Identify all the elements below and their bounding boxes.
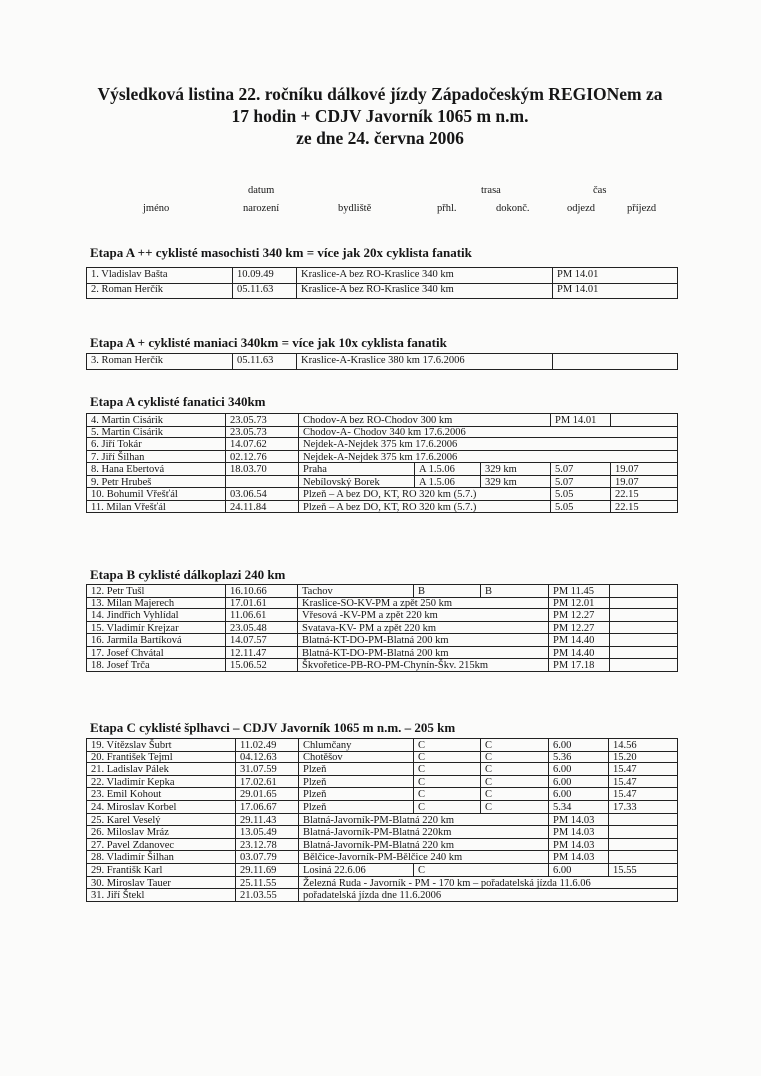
- table-row: [86, 839, 678, 852]
- cell-name: 4. Martin Cisárik: [91, 415, 164, 426]
- cell-prijezd: 14.56: [613, 740, 637, 751]
- cell-place: Chodov-A bez RO-Chodov 300 km: [303, 415, 453, 426]
- cell-odjezd: 5.34: [553, 802, 572, 813]
- cell-prihl: C: [418, 751, 426, 763]
- cell-prijezd: [610, 609, 676, 621]
- cell-dokonc: C: [485, 789, 493, 800]
- cell-place: Blatná-KT-DO-PM-Blatná 200 km: [302, 647, 449, 658]
- cell-date: 02.12.76: [230, 451, 267, 462]
- table-row: [86, 488, 678, 501]
- title-line-1: Výsledková listina 22. ročníku dálkové jízdy Západočeským REGIONem za: [97, 84, 663, 104]
- cell-date: 23.05.73: [230, 415, 267, 426]
- table-row: [86, 851, 678, 864]
- cell-date: 10.09.49: [237, 269, 274, 280]
- cell-date: 29.01.65: [240, 789, 277, 800]
- cell-odjezd: PM 14.01: [557, 269, 599, 280]
- cell-prijezd: [610, 597, 676, 609]
- cell-odjezd: 6.00: [553, 776, 572, 788]
- cell-prijezd: [609, 826, 676, 838]
- cell-name: 20. František Tejml: [91, 751, 173, 763]
- header-odjezd: odjezd: [567, 203, 595, 214]
- section-title: Etapa A cyklisté fanatici 340km: [90, 394, 266, 409]
- cell-prihl: C: [418, 789, 426, 800]
- cell-name: 15. Vladimír Krejzar: [91, 622, 179, 633]
- cell-prijezd: [610, 622, 676, 634]
- cell-date: 11.06.61: [230, 610, 267, 621]
- cell-dokonc: 329 km: [485, 476, 517, 487]
- header-datum: datum: [248, 185, 275, 196]
- table-row: [86, 451, 678, 464]
- cell-dokonc: C: [485, 740, 493, 751]
- cell-name: 29. Františk Karl: [91, 865, 163, 876]
- table-row: [86, 659, 678, 672]
- cell-name: 28. Vladimír Šilhan: [91, 852, 174, 863]
- cell-odjezd: PM 14.03: [553, 814, 595, 826]
- cell-place: Nejdek-A-Nejdek 375 km 17.6.2006: [303, 451, 458, 462]
- cell-date: 17.02.61: [240, 776, 277, 788]
- cell-date: [226, 476, 298, 488]
- cell-odjezd: 5.07: [555, 476, 574, 487]
- cell-place: Plzeň: [303, 789, 327, 800]
- cell-place: Chodov-A- Chodov 340 km 17.6.2006: [303, 426, 466, 437]
- cell-date: 23.05.73: [230, 426, 267, 437]
- header-jmeno: jméno: [143, 203, 170, 214]
- table-row: [86, 877, 678, 890]
- cell-place: Škvořetice-PB-RO-PM-Chynín-Škv. 215km: [302, 660, 488, 671]
- table-row: [86, 283, 678, 299]
- cell-prijezd: 15.47: [613, 789, 637, 800]
- table-row: [86, 413, 678, 427]
- header-cas: čas: [593, 185, 607, 196]
- cell-date: 04.12.63: [240, 751, 277, 763]
- table-row: [86, 463, 678, 476]
- cell-place: pořadatelská jízda dne 11.6.2006: [303, 890, 442, 901]
- cell-name: 16. Jarmila Bartíková: [91, 635, 182, 646]
- cell-name: 27. Pavel Zdanovec: [91, 839, 175, 851]
- title-line-2: 17 hodin + CDJV Javorník 1065 m n.m.: [231, 106, 529, 126]
- table-row: [86, 738, 678, 752]
- cell-place: Blatná-Javorník-PM-Blatná 220 km: [303, 839, 455, 851]
- cell-place: Blatná-Javorník-PM-Blatná 220km: [303, 827, 452, 838]
- cell-name: 6. Jiří Tokár: [91, 439, 142, 450]
- cell-prijezd: 15.47: [613, 776, 637, 788]
- cell-place: Svatava-KV- PM a zpět 220 km: [302, 622, 437, 633]
- cell-place: Kraslice-A bez RO-Kraslice 340 km: [301, 269, 454, 280]
- table-row: [86, 801, 678, 814]
- cell-date: 05.11.63: [237, 284, 274, 295]
- cell-prihl: C: [418, 776, 426, 788]
- table-row: [86, 634, 678, 647]
- table-row: [86, 609, 678, 622]
- table-row: [86, 826, 678, 839]
- cell-date: 31.07.59: [240, 764, 277, 775]
- cell-name: 2. Roman Herčík: [91, 284, 164, 295]
- cell-date: 23.12.78: [240, 839, 277, 851]
- cell-prijezd: 17.33: [613, 802, 637, 813]
- cell-dokonc: B: [485, 586, 493, 597]
- cell-odjezd: PM 12.01: [553, 597, 595, 608]
- cell-date: 24.11.84: [230, 501, 267, 512]
- cell-place: Bělčice-Javorník-PM-Bělčice 240 km: [303, 852, 463, 863]
- section-title: Etapa A ++ cyklisté masochisti 340 km = více jak 20x cyklista fanatik: [90, 245, 472, 260]
- cell-prihl: C: [418, 740, 426, 751]
- cell-prijezd: 19.07: [615, 464, 639, 475]
- cell-odjezd: 6.00: [553, 740, 572, 751]
- cell-place: Kraslice-A bez RO-Kraslice 340 km: [301, 284, 454, 295]
- cell-name: 14. Jindřich Vyhlídal: [91, 610, 179, 621]
- cell-prihl: C: [418, 764, 426, 775]
- cell-prijezd: 15.47: [613, 764, 637, 775]
- cell-odjezd: [553, 354, 676, 369]
- cell-date: 13.05.49: [240, 827, 277, 838]
- table-row: [86, 864, 678, 877]
- cell-date: 23.05.48: [230, 622, 267, 633]
- cell-dokonc: C: [485, 802, 493, 813]
- cell-odjezd: PM 12.27: [553, 610, 595, 621]
- cell-odjezd: 5.36: [553, 751, 572, 763]
- table-row: [86, 647, 678, 660]
- cell-place: Plzeň: [303, 802, 327, 813]
- table-row: [86, 763, 678, 776]
- section-title: Etapa C cyklisté šplhavci – CDJV Javorník 1065 m n.m. – 205 km: [90, 720, 456, 735]
- table-row: [86, 788, 678, 801]
- table-row: [86, 751, 678, 764]
- cell-place: Tachov: [302, 586, 333, 597]
- header-narozeni: narození: [243, 203, 280, 214]
- table-row: [86, 501, 678, 514]
- cell-name: 17. Josef Chvátal: [91, 647, 164, 658]
- cell-odjezd: PM 14.40: [553, 647, 595, 658]
- cell-odjezd: 6.00: [553, 865, 572, 876]
- table-row: [86, 438, 678, 451]
- cell-name: 18. Josef Trča: [91, 660, 150, 671]
- cell-prihl: C: [418, 802, 426, 813]
- cell-prihl: A 1.5.06: [419, 476, 455, 487]
- cell-dokonc: 329 km: [485, 464, 517, 475]
- cell-prijezd: [610, 634, 676, 646]
- cell-date: 12.11.47: [230, 647, 267, 658]
- cell-odjezd: 5.07: [555, 464, 574, 475]
- cell-place: Blatná-Javorník-PM-Blatná 220 km: [303, 814, 455, 826]
- cell-date: 29.11.69: [240, 865, 277, 876]
- table-row: [86, 584, 678, 598]
- cell-prijezd: [611, 414, 676, 426]
- cell-prijezd: [610, 647, 676, 659]
- cell-odjezd: PM 11.45: [553, 586, 595, 597]
- header-prihl: přhl.: [437, 203, 457, 214]
- cell-odjezd: 5.05: [555, 501, 574, 512]
- cell-name: 1. Vladislav Bašta: [91, 269, 168, 280]
- table-row: [86, 426, 678, 439]
- header-prijezd: příjezd: [627, 203, 657, 214]
- cell-name: 11. Milan Vřešťál: [91, 501, 166, 512]
- cell-place: Chotěšov: [303, 751, 343, 763]
- cell-name: 7. Jiří Šilhan: [91, 451, 145, 462]
- cell-place: Nejdek-A-Nejdek 375 km 17.6.2006: [303, 439, 458, 450]
- cell-prihl: B: [418, 586, 426, 597]
- cell-prijezd: [609, 851, 676, 863]
- cell-prihl: C: [418, 865, 426, 876]
- cell-name: 30. Miroslav Tauer: [91, 877, 171, 889]
- cell-prijezd: 22.15: [615, 489, 639, 500]
- section-title: Etapa A + cyklisté maniaci 340km = více jak 10x cyklista fanatik: [90, 335, 447, 350]
- cell-prijezd: 22.15: [615, 501, 639, 512]
- cell-place: Kraslice-A-Kraslice 380 km 17.6.2006: [301, 355, 465, 366]
- cell-odjezd: PM 17.18: [553, 660, 595, 671]
- cell-name: 5. Martin Cisárik: [91, 426, 164, 437]
- cell-odjezd: PM 14.01: [555, 415, 597, 426]
- cell-name: 24. Miroslav Korbel: [91, 802, 177, 813]
- cell-prijezd: [610, 585, 676, 597]
- cell-odjezd: 6.00: [553, 764, 572, 775]
- cell-dokonc: C: [485, 776, 493, 788]
- section-title: Etapa B cyklisté dálkoplazi 240 km: [90, 567, 286, 582]
- cell-prijezd: 19.07: [615, 476, 639, 487]
- cell-date: 21.03.55: [240, 890, 277, 901]
- cell-place: Vřesová -KV-PM a zpět 220 km: [302, 610, 438, 621]
- table-row: [86, 476, 678, 489]
- cell-odjezd: 5.05: [555, 489, 574, 500]
- header-trasa: trasa: [481, 185, 501, 196]
- cell-name: 3. Roman Herčík: [91, 355, 164, 366]
- cell-date: 17.01.61: [230, 597, 267, 608]
- header-bydliste: bydliště: [338, 203, 372, 214]
- cell-date: 03.06.54: [230, 489, 267, 500]
- cell-odjezd: PM 14.03: [553, 839, 595, 851]
- header-dokonc: dokonč.: [496, 203, 530, 214]
- cell-name: 22. Vladimír Kepka: [91, 776, 175, 788]
- table-row: [86, 814, 678, 827]
- cell-name: 25. Karel Veselý: [91, 814, 161, 826]
- cell-odjezd: PM 14.01: [557, 284, 599, 295]
- cell-date: 17.06.67: [240, 802, 277, 813]
- cell-name: 13. Milan Majerech: [91, 597, 175, 608]
- cell-date: 15.06.52: [230, 660, 267, 671]
- cell-date: 11.02.49: [240, 740, 277, 751]
- cell-place: Plzeň – A bez DO, KT, RO 320 km (5.7.): [303, 489, 477, 500]
- cell-date: 16.10.66: [230, 586, 267, 597]
- cell-name: 21. Ladislav Pálek: [91, 764, 169, 775]
- cell-odjezd: PM 12.27: [553, 622, 595, 633]
- cell-name: 8. Hana Ebertová: [91, 464, 165, 475]
- cell-date: 14.07.57: [230, 635, 267, 646]
- cell-place: Plzeň: [303, 764, 327, 775]
- table-row: [86, 622, 678, 635]
- cell-name: 19. Vítězslav Šubrt: [91, 740, 172, 751]
- table-row: [86, 889, 678, 902]
- cell-name: 23. Emil Kohout: [91, 789, 162, 800]
- title-line-3: ze dne 24. června 2006: [296, 128, 464, 148]
- table-row: [86, 597, 678, 610]
- cell-prijezd: 15.20: [613, 751, 637, 763]
- cell-date: 18.03.70: [230, 464, 267, 475]
- table-row: [86, 353, 678, 370]
- cell-prihl: A 1.5.06: [419, 464, 455, 475]
- cell-place: Kraslice-SO-KV-PM a zpět 250 km: [302, 597, 453, 608]
- cell-place: Chlumčany: [303, 740, 352, 751]
- cell-name: 10. Bohumil Vřešťál: [91, 489, 178, 500]
- cell-place: Plzeň – A bez DO, KT, RO 320 km (5.7.): [303, 501, 477, 512]
- cell-prijezd: [610, 659, 676, 671]
- table-row: [86, 776, 678, 789]
- cell-name: 26. Miloslav Mráz: [91, 827, 169, 838]
- cell-date: 05.11.63: [237, 355, 274, 366]
- cell-dokonc: C: [485, 751, 493, 763]
- cell-date: 29.11.43: [240, 814, 277, 826]
- cell-place: Blatná-KT-DO-PM-Blatná 200 km: [302, 635, 449, 646]
- cell-name: 9. Petr Hrubeš: [91, 476, 152, 487]
- cell-odjezd: PM 14.03: [553, 827, 595, 838]
- cell-odjezd: PM 14.40: [553, 635, 595, 646]
- cell-odjezd: 6.00: [553, 789, 572, 800]
- table-row: [86, 267, 678, 284]
- cell-prijezd: [609, 814, 676, 826]
- cell-dokonc: C: [485, 764, 493, 775]
- cell-prijezd: 15.55: [613, 865, 637, 876]
- cell-name: 12. Petr Tušl: [91, 586, 145, 597]
- cell-place: Losiná 22.6.06: [303, 865, 366, 876]
- cell-prijezd: [609, 839, 676, 851]
- cell-date: 25.11.55: [240, 877, 277, 889]
- cell-name: 31. Jiří Štekl: [91, 890, 145, 901]
- cell-place: Praha: [303, 464, 327, 475]
- cell-date: 03.07.79: [240, 852, 277, 863]
- cell-odjezd: PM 14.03: [553, 852, 595, 863]
- cell-date: 14.07.62: [230, 439, 267, 450]
- cell-place: Plzeň: [303, 776, 327, 788]
- cell-place: Železná Ruda - Javorník - PM - 170 km – pořadatelská jízda 11.6.06: [303, 877, 591, 889]
- cell-place: Nebílovský Borek: [303, 476, 380, 487]
